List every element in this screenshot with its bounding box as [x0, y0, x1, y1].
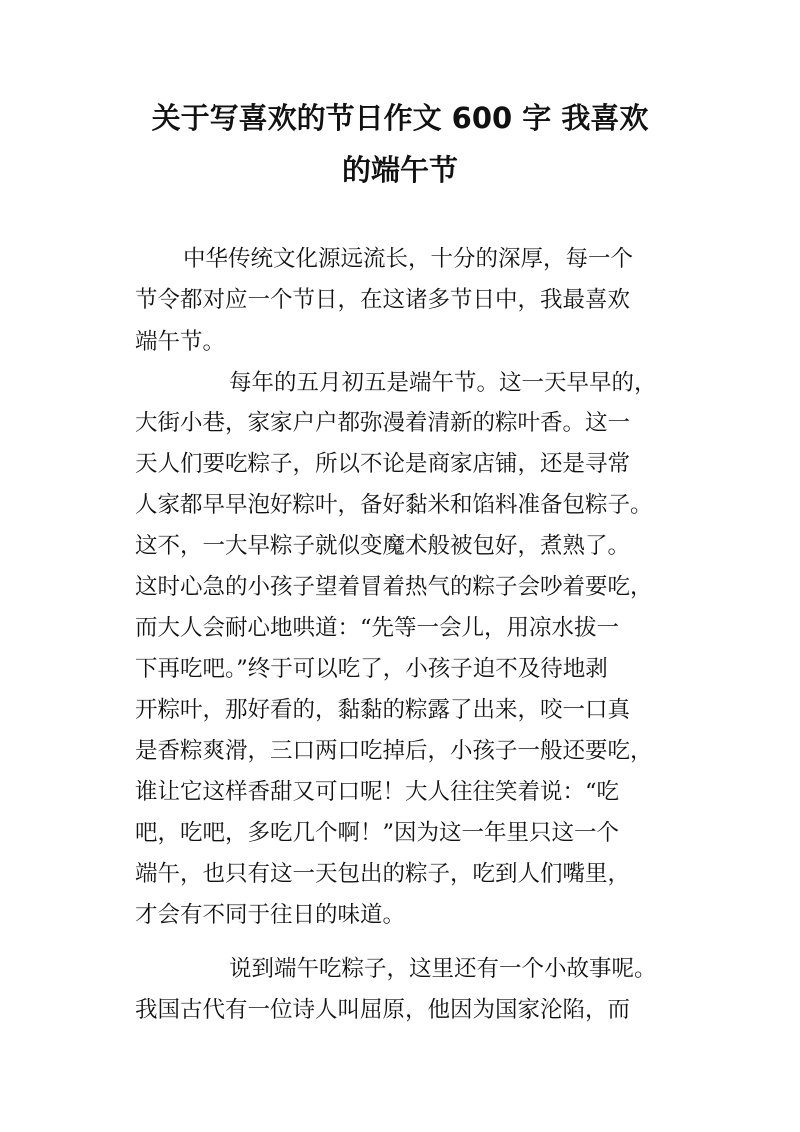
title-line-1: 关于写喜欢的节日作文 600 字 我喜欢: [151, 101, 649, 135]
paragraph-line: 谁让它这样香甜又可口呢！大人往往笑着说：“吃: [135, 779, 620, 805]
paragraph-line: 大街小巷，家家户户都弥漫着清新的粽叶香。这一: [135, 410, 631, 436]
paragraph-line: 人家都早早泡好粽叶，备好黏米和馅料准备包粽子。: [135, 492, 653, 518]
paragraph-line: 说到端午吃粽子，这里还有一个小故事呢。: [229, 956, 657, 982]
paragraph-line: 开粽叶，那好看的，黏黏的粽露了出来，咬一口真: [135, 697, 631, 723]
paragraph-line: 吧，吃吧，多吃几个啊！”因为这一年里只这一个: [135, 820, 620, 846]
paragraph-line: 每年的五月初五是端午节。这一天早早的，: [229, 370, 657, 396]
paragraph-line: 这时心急的小孩子望着冒着热气的粽子会吵着要吃，: [135, 574, 653, 600]
paragraph-line: 端午节。: [135, 329, 226, 355]
paragraph-line: 这不，一大早粽子就似变魔术般被包好，煮熟了。: [135, 533, 631, 559]
paragraph-line: 我国古代有一位诗人叫屈原，他因为国家沦陷，而: [135, 997, 631, 1023]
document-title: [100, 92, 700, 196]
paragraph-line: 才会有不同于往日的味道。: [135, 902, 406, 928]
paragraph-line: 天人们要吃粽子，所以不论是商家店铺，还是寻常: [135, 451, 631, 477]
paragraph-line: 而大人会耐心地哄道：“先等一会儿，用凉水拔一: [135, 615, 620, 641]
paragraph-line: 是香粽爽滑，三口两口吃掉后，小孩子一般还要吃，: [135, 738, 653, 764]
paragraph-line: 节令都对应一个节日，在这诸多节日中，我最喜欢: [135, 287, 631, 313]
paragraph-line: 中华传统文化源远流长，十分的深厚，每一个: [183, 246, 634, 272]
paragraph-line: 下再吃吧。”终于可以吃了，小孩子迫不及待地剥: [135, 656, 608, 682]
title-line-2: 的端午节: [341, 153, 458, 187]
paragraph-line: 端午，也只有这一天包出的粽子，吃到人们嘴里，: [135, 861, 631, 887]
